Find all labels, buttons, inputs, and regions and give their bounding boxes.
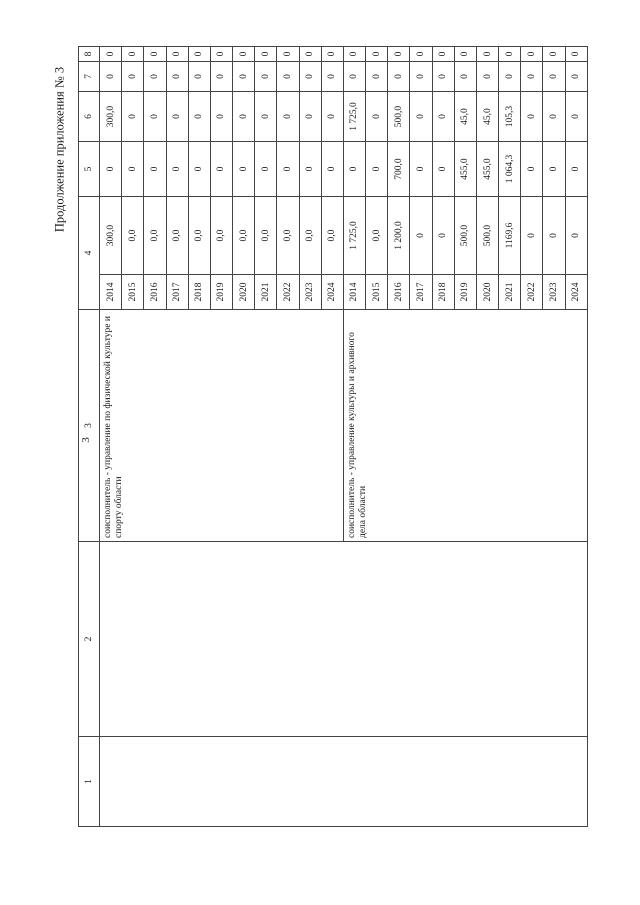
year-cell: 2019 [454,275,476,310]
value-col-5-cell: 700,0 [388,142,410,197]
value-col-7-cell: 0 [100,62,122,92]
value-col-8-cell: 0 [100,47,122,62]
year-cell: 2019 [210,275,232,310]
year-cell: 2022 [521,275,543,310]
value-col-8-cell: 0 [565,47,587,62]
value-col-8-cell: 0 [366,47,388,62]
value-col-6-cell: 0 [255,92,277,142]
value-col-7-cell: 0 [499,62,521,92]
value-col-7-cell: 0 [410,62,432,92]
column-header-2: 2 [79,542,100,737]
value-col-4-cell: 0 [543,197,565,275]
value-col-4-cell: 1 725,0 [343,197,365,275]
value-col-6-cell: 0 [366,92,388,142]
value-col-4-cell: 0,0 [122,197,144,275]
value-col-8-cell: 0 [343,47,365,62]
column-header-6: 6 [79,92,100,142]
year-cell: 2020 [233,275,255,310]
value-col-7-cell: 0 [454,62,476,92]
value-col-5-cell: 455,0 [476,142,498,197]
value-col-4-cell: 0,0 [210,197,232,275]
value-col-5-cell: 0 [565,142,587,197]
value-col-6-cell: 0 [277,92,299,142]
value-col-8-cell: 0 [432,47,454,62]
value-col-6-cell: 0 [521,92,543,142]
value-col-4-cell: 500,0 [454,197,476,275]
value-col-8-cell: 0 [476,47,498,62]
value-col-4-cell: 300,0 [100,197,122,275]
year-cell: 2015 [122,275,144,310]
year-cell: 2017 [166,275,188,310]
value-col-5-cell: 0 [299,142,321,197]
value-col-6-cell: 0 [321,92,343,142]
value-col-4-cell: 0 [432,197,454,275]
value-col-6-cell: 45,0 [476,92,498,142]
value-col-6-cell: 0 [144,92,166,142]
value-col-5-cell: 0 [188,142,210,197]
value-col-6-cell: 0 [233,92,255,142]
year-cell: 2014 [100,275,122,310]
value-col-8-cell: 0 [210,47,232,62]
value-col-5-cell: 0 [521,142,543,197]
value-col-8-cell: 0 [454,47,476,62]
value-col-5-cell: 0 [410,142,432,197]
year-cell: 2016 [388,275,410,310]
value-col-5-cell: 1 064,3 [499,142,521,197]
value-col-6-cell: 0 [565,92,587,142]
value-col-8-cell: 0 [388,47,410,62]
value-col-8-cell: 0 [188,47,210,62]
value-col-5-cell: 0 [343,142,365,197]
year-cell: 2023 [299,275,321,310]
year-cell: 2015 [366,275,388,310]
column-header-4: 4 [79,197,100,310]
value-col-4-cell: 0,0 [188,197,210,275]
value-col-4-cell: 0,0 [366,197,388,275]
value-col-6-cell: 0 [210,92,232,142]
value-col-7-cell: 0 [277,62,299,92]
value-col-7-cell: 0 [188,62,210,92]
table-row [100,47,122,827]
value-col-7-cell: 0 [321,62,343,92]
value-col-8-cell: 0 [144,47,166,62]
appendix-title: Продолжение приложения № 3 [52,66,67,233]
year-cell: 2014 [343,275,365,310]
value-col-8-cell: 0 [122,47,144,62]
value-col-8-cell: 0 [233,47,255,62]
value-col-6-cell: 0 [122,92,144,142]
column-header-5: 5 [79,142,100,197]
value-col-6-cell: 0 [543,92,565,142]
value-col-7-cell: 0 [255,62,277,92]
page-number: 3 [80,437,92,443]
value-col-7-cell: 0 [432,62,454,92]
budget-table [78,46,588,827]
value-col-5-cell: 0 [432,142,454,197]
year-cell: 2018 [432,275,454,310]
column-header-8: 8 [79,47,100,62]
header-row [79,47,100,827]
value-col-5-cell: 455,0 [454,142,476,197]
value-col-6-cell: 0 [166,92,188,142]
value-col-6-cell: 0 [410,92,432,142]
value-col-4-cell: 0 [410,197,432,275]
column-1-cell [100,737,588,827]
value-col-7-cell: 0 [144,62,166,92]
year-cell: 2024 [321,275,343,310]
value-col-4-cell: 500,0 [476,197,498,275]
value-col-4-cell: 0 [521,197,543,275]
column-header-3: 3 [79,310,100,542]
value-col-6-cell: 105,3 [499,92,521,142]
value-col-6-cell: 0 [432,92,454,142]
value-col-4-cell: 0,0 [255,197,277,275]
year-cell: 2022 [277,275,299,310]
value-col-4-cell: 0,0 [299,197,321,275]
value-col-8-cell: 0 [321,47,343,62]
value-col-5-cell: 0 [210,142,232,197]
value-col-7-cell: 0 [388,62,410,92]
year-cell: 2017 [410,275,432,310]
value-col-5-cell: 0 [144,142,166,197]
year-cell: 2024 [565,275,587,310]
value-col-5-cell: 0 [233,142,255,197]
value-col-5-cell: 0 [122,142,144,197]
value-col-7-cell: 0 [366,62,388,92]
year-cell: 2021 [499,275,521,310]
value-col-4-cell: 0,0 [321,197,343,275]
value-col-4-cell: 0,0 [277,197,299,275]
value-col-7-cell: 0 [299,62,321,92]
value-col-4-cell: 0,0 [166,197,188,275]
value-col-7-cell: 0 [343,62,365,92]
year-cell: 2023 [543,275,565,310]
value-col-4-cell: 0,0 [233,197,255,275]
value-col-8-cell: 0 [277,47,299,62]
year-cell: 2020 [476,275,498,310]
value-col-7-cell: 0 [521,62,543,92]
value-col-4-cell: 1 200,0 [388,197,410,275]
value-col-8-cell: 0 [255,47,277,62]
value-col-5-cell: 0 [166,142,188,197]
value-col-7-cell: 0 [543,62,565,92]
value-col-7-cell: 0 [122,62,144,92]
column-header-7: 7 [79,62,100,92]
value-col-5-cell: 0 [255,142,277,197]
value-col-7-cell: 0 [565,62,587,92]
value-col-4-cell: 1169,6 [499,197,521,275]
value-col-5-cell: 0 [277,142,299,197]
year-cell: 2021 [255,275,277,310]
value-col-4-cell: 0,0 [144,197,166,275]
year-cell: 2018 [188,275,210,310]
value-col-6-cell: 1 725,0 [343,92,365,142]
value-col-5-cell: 0 [366,142,388,197]
value-col-7-cell: 0 [233,62,255,92]
value-col-5-cell: 0 [321,142,343,197]
value-col-7-cell: 0 [476,62,498,92]
value-col-7-cell: 0 [166,62,188,92]
value-col-4-cell: 0 [565,197,587,275]
executor-cell: соисполнитель - управление по физической культуре и спорту области [100,310,344,542]
value-col-5-cell: 0 [100,142,122,197]
table-container [78,47,588,827]
value-col-6-cell: 0 [188,92,210,142]
value-col-6-cell: 500,0 [388,92,410,142]
value-col-8-cell: 0 [166,47,188,62]
value-col-8-cell: 0 [521,47,543,62]
value-col-8-cell: 0 [499,47,521,62]
value-col-5-cell: 0 [543,142,565,197]
value-col-6-cell: 300,0 [100,92,122,142]
value-col-8-cell: 0 [543,47,565,62]
column-2-cell [100,542,588,737]
table-body [100,47,588,827]
column-header-1: 1 [79,737,100,827]
value-col-8-cell: 0 [299,47,321,62]
value-col-8-cell: 0 [410,47,432,62]
value-col-6-cell: 0 [299,92,321,142]
executor-cell: соисполнитель - управление культуры и архивного дела области [343,310,587,542]
value-col-6-cell: 45,0 [454,92,476,142]
year-cell: 2016 [144,275,166,310]
value-col-7-cell: 0 [210,62,232,92]
